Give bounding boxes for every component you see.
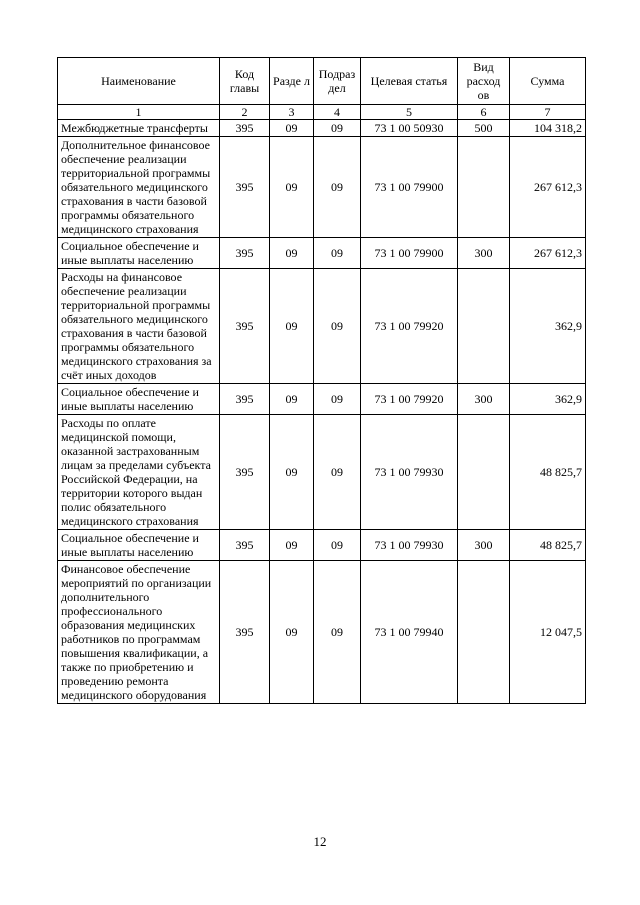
table-row (58, 384, 586, 415)
row-target: 73 1 00 79920 (361, 269, 458, 384)
row-section: 09 (270, 561, 314, 704)
row-sum: 12 047,5 (510, 561, 586, 704)
header-code: Код главы (220, 58, 270, 105)
row-expense-type: 300 (458, 384, 510, 415)
column-number: 3 (270, 105, 314, 120)
row-subsection: 09 (314, 238, 361, 269)
row-subsection: 09 (314, 384, 361, 415)
row-name: Социальное обеспечение и иные выплаты населению (58, 384, 220, 415)
row-section: 09 (270, 415, 314, 530)
row-target: 73 1 00 79940 (361, 561, 458, 704)
row-expense-type (458, 137, 510, 238)
row-section: 09 (270, 120, 314, 137)
row-code: 395 (220, 561, 270, 704)
row-section: 09 (270, 137, 314, 238)
page-number: 12 (313, 834, 327, 849)
table-row (58, 561, 586, 704)
row-code: 395 (220, 137, 270, 238)
column-number: 4 (314, 105, 361, 120)
row-target: 73 1 00 50930 (361, 120, 458, 137)
row-section: 09 (270, 269, 314, 384)
row-code: 395 (220, 120, 270, 137)
column-number: 2 (220, 105, 270, 120)
row-sum: 267 612,3 (510, 238, 586, 269)
table-row (58, 238, 586, 269)
row-name: Финансовое обеспечение мероприятий по организации дополнительного профессионального образования медицинских работников по программам повышения квалификации, а также по приобретению и проведению ремонта медицинского оборудования (58, 561, 220, 704)
row-code: 395 (220, 530, 270, 561)
table-row (58, 120, 586, 137)
row-sum: 267 612,3 (510, 137, 586, 238)
row-subsection: 09 (314, 120, 361, 137)
header-subsection: Подраз дел (314, 58, 361, 105)
header-expense-type: Вид расход ов (458, 58, 510, 105)
row-expense-type (458, 415, 510, 530)
table-row (58, 269, 586, 384)
column-number: 6 (458, 105, 510, 120)
row-section: 09 (270, 384, 314, 415)
table-row (58, 415, 586, 530)
row-name: Расходы по оплате медицинской помощи, оказанной застрахованным лицам за пределами субъекта Российской Федерации, на территории которого выдан полис обязательного медицинского страхования (58, 415, 220, 530)
header-row (58, 58, 586, 105)
row-code: 395 (220, 415, 270, 530)
row-target: 73 1 00 79920 (361, 384, 458, 415)
row-section: 09 (270, 530, 314, 561)
row-code: 395 (220, 384, 270, 415)
row-name: Дополнительное финансовое обеспечение реализации территориальной программы обязательного медицинского страхования в части базовой программы обязательного медицинского страхования (58, 137, 220, 238)
row-target: 73 1 00 79900 (361, 137, 458, 238)
column-number-row (58, 105, 586, 120)
row-expense-type (458, 561, 510, 704)
row-sum: 48 825,7 (510, 530, 586, 561)
column-number: 7 (510, 105, 586, 120)
header-name: Наименование (58, 58, 220, 105)
header-target: Целевая статья (361, 58, 458, 105)
row-target: 73 1 00 79930 (361, 415, 458, 530)
row-section: 09 (270, 238, 314, 269)
row-sum: 48 825,7 (510, 415, 586, 530)
row-subsection: 09 (314, 269, 361, 384)
row-name: Социальное обеспечение и иные выплаты населению (58, 238, 220, 269)
row-subsection: 09 (314, 415, 361, 530)
row-subsection: 09 (314, 137, 361, 238)
row-name: Межбюджетные трансферты (58, 120, 220, 137)
column-number: 5 (361, 105, 458, 120)
row-expense-type (458, 269, 510, 384)
row-expense-type: 300 (458, 238, 510, 269)
row-name: Расходы на финансовое обеспечение реализации территориальной программы обязательного медицинского страхования в части базовой программы обязательного медицинского страхования за счёт иных доходов (58, 269, 220, 384)
row-expense-type: 300 (458, 530, 510, 561)
row-target: 73 1 00 79930 (361, 530, 458, 561)
row-target: 73 1 00 79900 (361, 238, 458, 269)
row-sum: 362,9 (510, 269, 586, 384)
row-expense-type: 500 (458, 120, 510, 137)
table-row (58, 137, 586, 238)
row-code: 395 (220, 269, 270, 384)
header-section: Разде л (270, 58, 314, 105)
row-name: Социальное обеспечение и иные выплаты населению (58, 530, 220, 561)
row-subsection: 09 (314, 561, 361, 704)
column-number: 1 (58, 105, 220, 120)
row-subsection: 09 (314, 530, 361, 561)
header-sum: Сумма (510, 58, 586, 105)
budget-table (57, 57, 586, 704)
table-body (58, 120, 586, 704)
row-sum: 362,9 (510, 384, 586, 415)
row-sum: 104 318,2 (510, 120, 586, 137)
row-code: 395 (220, 238, 270, 269)
table-row (58, 530, 586, 561)
